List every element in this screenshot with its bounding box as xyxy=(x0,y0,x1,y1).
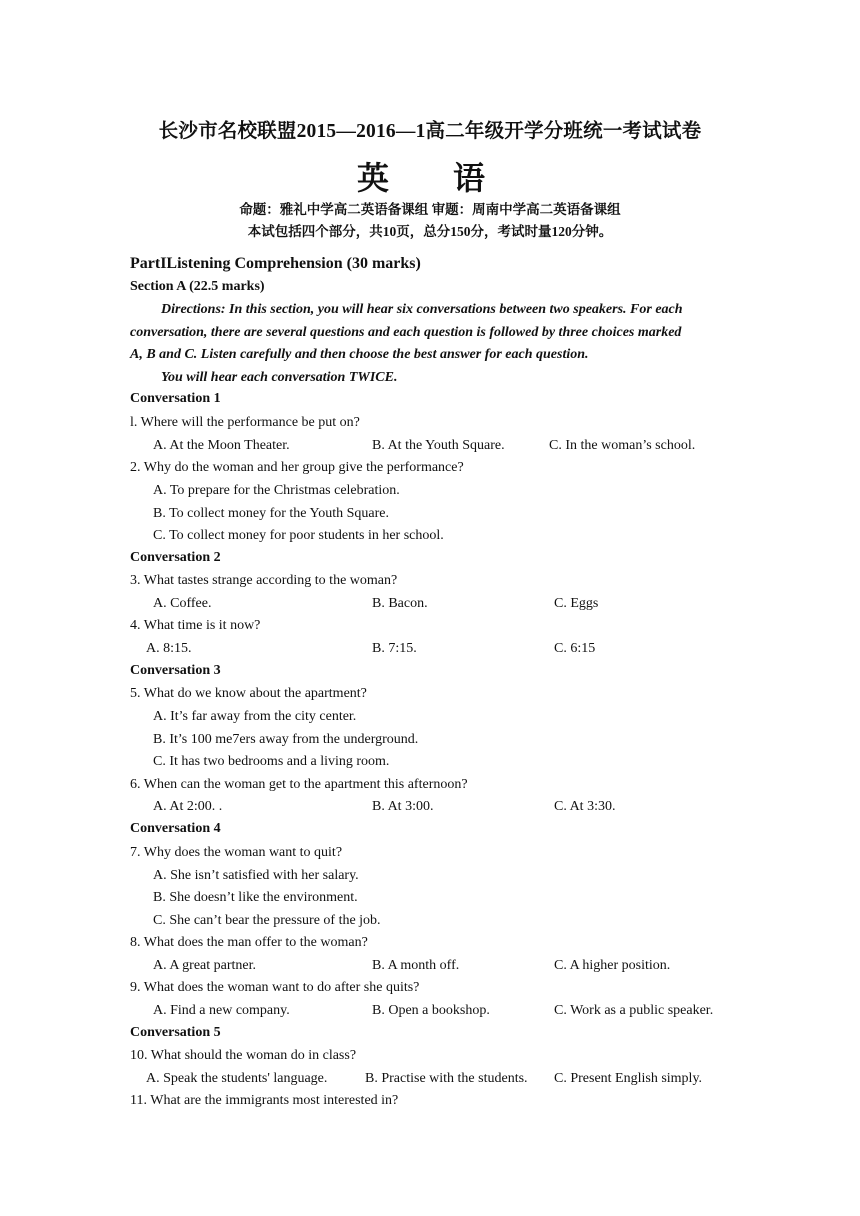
option-c: C. It has two bedrooms and a living room. xyxy=(153,754,390,769)
option-c: C. She can’t bear the pressure of the job. xyxy=(153,913,381,928)
option-a: A. Find a new company. xyxy=(153,1003,290,1018)
option-c: C. Work as a public speaker. xyxy=(554,1003,714,1018)
option-a: A. At the Moon Theater. xyxy=(153,438,290,453)
conversation-heading: Conversation 3 xyxy=(130,663,221,678)
option-b: B. At the Youth Square. xyxy=(372,438,505,453)
question-text: 4. What time is it now? xyxy=(130,618,261,633)
exam-info: 本试包括四个部分，共10页，总分150分，考试时量120分钟。 xyxy=(247,224,613,239)
option-a: A. Speak the students' language. xyxy=(146,1071,328,1086)
question-text: 6. When can the woman get to the apartment this afternoon? xyxy=(130,777,468,792)
option-b: B. It’s 100 me7ers away from the underground. xyxy=(153,732,419,747)
option-c: C. 6:15 xyxy=(554,641,596,656)
option-c: C. To collect money for poor students in her school. xyxy=(153,528,444,543)
directions-line: A, B and C. Listen carefully and then choose the best answer for each question. xyxy=(130,347,589,362)
option-c: C. Eggs xyxy=(554,596,599,611)
option-b: B. At 3:00. xyxy=(372,799,434,814)
option-a: A. To prepare for the Christmas celebration. xyxy=(153,483,400,498)
subject-title: 英 语 xyxy=(356,160,503,196)
directions-line: conversation, there are several questions and each question is followed by three choices marked xyxy=(130,325,682,340)
option-b: B. Open a bookshop. xyxy=(372,1003,490,1018)
conversation-heading: Conversation 2 xyxy=(130,550,221,565)
question-text: 8. What does the man offer to the woman? xyxy=(130,935,368,950)
conversation-heading: Conversation 4 xyxy=(130,821,221,836)
option-b: B. 7:15. xyxy=(372,641,417,656)
question-text: 3. What tastes strange according to the woman? xyxy=(130,573,398,588)
option-a: A. At 2:00. . xyxy=(153,799,223,814)
option-b: B. Bacon. xyxy=(372,596,428,611)
option-c: C. At 3:30. xyxy=(554,799,616,814)
option-a: A. 8:15. xyxy=(146,641,192,656)
option-b: B. A month off. xyxy=(372,958,460,973)
exam-title: 长沙市名校联盟2015—2016—1高二年级开学分班统一考试试卷 xyxy=(158,121,702,142)
section-title: Section A (22.5 marks) xyxy=(130,279,265,294)
option-a: A. She isn’t satisfied with her salary. xyxy=(153,868,359,883)
question-text: 5. What do we know about the apartment? xyxy=(130,686,367,701)
directions-line: You will hear each conversation TWICE. xyxy=(161,370,398,385)
option-b: B. She doesn’t like the environment. xyxy=(153,890,358,905)
question-text: 10. What should the woman do in class? xyxy=(130,1048,357,1063)
directions-line: Directions: In this section, you will hear six conversations between two speakers. For each xyxy=(161,302,683,317)
option-a: A. It’s far away from the city center. xyxy=(153,709,357,724)
option-b: B. To collect money for the Youth Square. xyxy=(153,506,389,521)
option-a: A. Coffee. xyxy=(153,596,212,611)
option-a: A. A great partner. xyxy=(153,958,257,973)
option-c: C. A higher position. xyxy=(554,958,671,973)
question-text: 2. Why do the woman and her group give the performance? xyxy=(130,460,464,475)
conversation-heading: Conversation 1 xyxy=(130,391,221,406)
question-text: 9. What does the woman want to do after she quits? xyxy=(130,980,420,995)
part-title: PartIListening Comprehension (30 marks) xyxy=(130,255,421,272)
conversation-heading: Conversation 5 xyxy=(130,1025,221,1040)
option-c: C. In the woman’s school. xyxy=(549,438,696,453)
question-text: 7. Why does the woman want to quit? xyxy=(130,845,343,860)
option-b: B. Practise with the students. xyxy=(365,1071,528,1086)
question-text: l. Where will the performance be put on? xyxy=(130,415,360,430)
question-text: 11. What are the immigrants most interested in? xyxy=(130,1093,399,1108)
setter-info: 命题：雅礼中学高二英语备课组 审题：周南中学高二英语备课组 xyxy=(239,202,621,217)
option-c: C. Present English simply. xyxy=(554,1071,703,1086)
